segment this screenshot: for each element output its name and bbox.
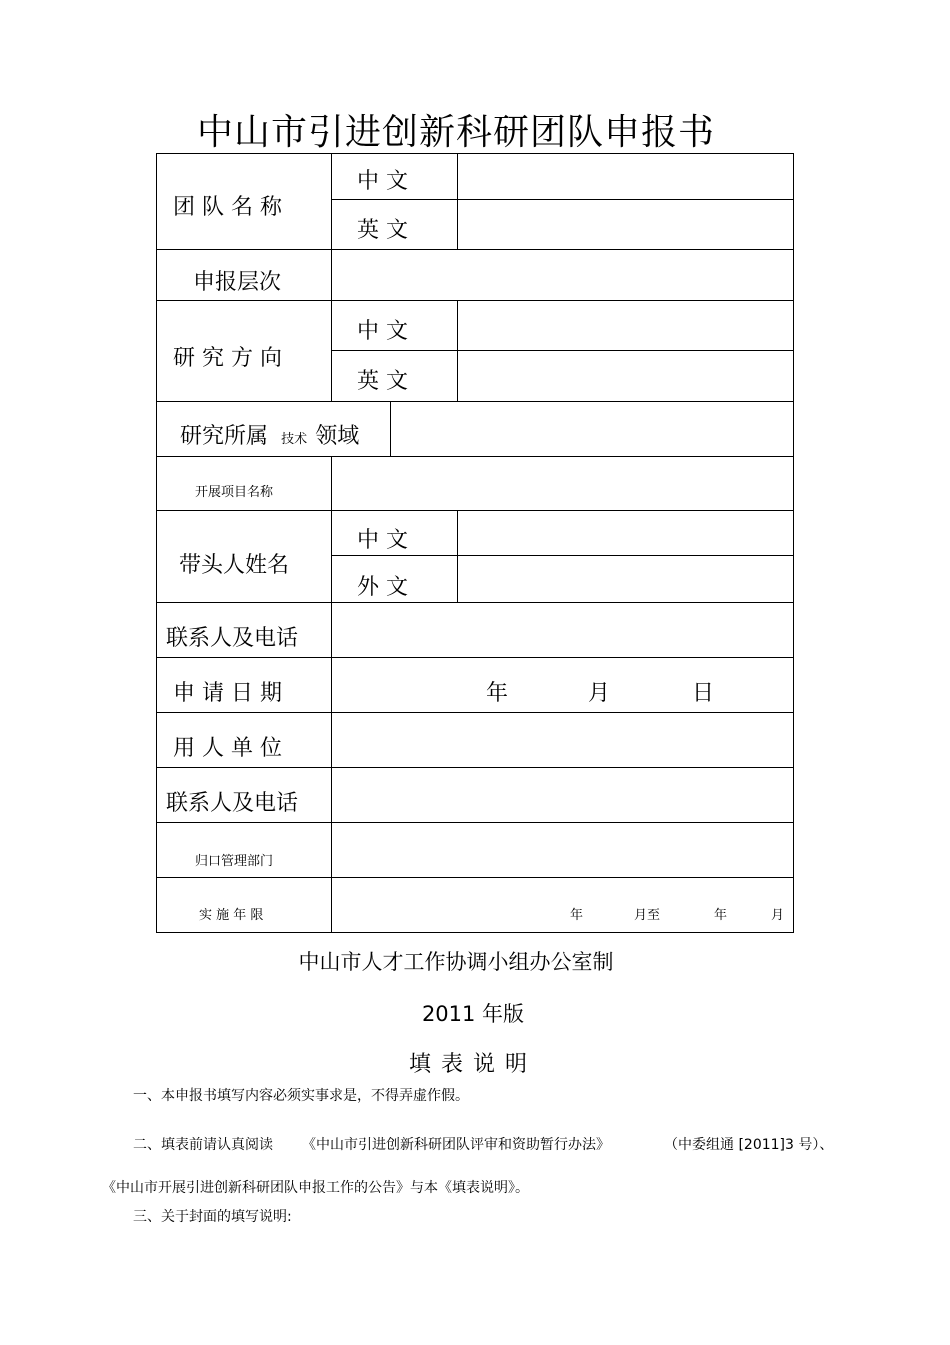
issuer-line: 中山市人才工作协调小组办公室制 <box>298 950 614 974</box>
period-start-month-to: 月至 <box>634 908 661 923</box>
instruction-item-3: 三、关于封面的填写说明: <box>133 1209 292 1225</box>
period-label: 实 施 年 限 <box>199 908 264 923</box>
application-date-label: 申 请 日 期 <box>173 681 282 706</box>
leader-name-chinese-label: 中 文 <box>357 528 408 553</box>
period-end-month: 月 <box>771 908 785 923</box>
instruction-item-2d: 《中山市开展引进创新科研团队申报工作的公告》与本《填表说明》。 <box>102 1180 529 1196</box>
employer-field[interactable] <box>332 713 793 767</box>
period-end-year: 年 <box>714 908 728 923</box>
period-start-year: 年 <box>570 908 584 923</box>
application-date-field[interactable] <box>332 658 793 712</box>
application-form-table <box>156 153 794 933</box>
instruction-item-1: 一、本申报书填写内容必须实事求是，不得弄虚作假。 <box>133 1088 469 1104</box>
team-name-chinese-field[interactable] <box>458 154 793 199</box>
research-field-label-part1: 研究所属 <box>180 424 269 449</box>
contact-phone-label: 联系人及电话 <box>166 626 299 651</box>
management-dept-field[interactable] <box>332 823 793 877</box>
research-field-field[interactable] <box>391 402 793 456</box>
leader-name-chinese-field[interactable] <box>458 511 793 555</box>
table-border-bottom <box>156 932 794 933</box>
instruction-item-2a: 二、填表前请认真阅读 <box>133 1137 273 1153</box>
edition-line: 2011 年版 <box>421 1002 525 1026</box>
research-direction-label: 研 究 方 向 <box>173 346 282 371</box>
document-title: 中山市引进创新科研团队申报书 <box>196 112 715 153</box>
research-field-label-part3: 领域 <box>315 424 360 449</box>
research-direction-english-field[interactable] <box>458 351 793 401</box>
period-field[interactable] <box>332 878 793 932</box>
declaration-level-field[interactable] <box>332 250 793 300</box>
table-border-right <box>793 153 794 933</box>
leader-name-foreign-field[interactable] <box>458 556 793 602</box>
team-name-english-field[interactable] <box>458 200 793 249</box>
leader-name-foreign-label: 外 文 <box>357 575 408 600</box>
instruction-item-2b: 《中山市引进创新科研团队评审和资助暂行办法》 <box>302 1137 610 1153</box>
instructions-heading: 填表说明 <box>408 1052 537 1077</box>
employer-label: 用 人 单 位 <box>173 736 282 761</box>
application-date-day: 日 <box>692 681 715 706</box>
management-dept-label: 归口管理部门 <box>195 854 274 869</box>
research-direction-chinese-label: 中 文 <box>357 319 408 344</box>
declaration-level-label: 申报层次 <box>193 270 282 295</box>
application-date-month: 月 <box>588 681 611 706</box>
project-name-field[interactable] <box>332 457 793 510</box>
employer-contact-phone-field[interactable] <box>332 768 793 822</box>
team-name-chinese-label: 中 文 <box>357 169 408 194</box>
leader-name-label: 带头人姓名 <box>179 553 290 578</box>
contact-phone-field[interactable] <box>332 603 793 657</box>
table-border-left <box>156 153 157 933</box>
research-direction-english-label: 英 文 <box>357 369 408 394</box>
team-name-english-label: 英 文 <box>357 218 408 243</box>
team-name-label: 团 队 名 称 <box>173 195 282 220</box>
project-name-label: 开展项目名称 <box>195 485 274 500</box>
instruction-item-2c: （中委组通 [2011]3 号）、 <box>664 1137 834 1153</box>
research-field-label <box>180 419 359 450</box>
application-date-year: 年 <box>486 681 509 706</box>
research-direction-chinese-field[interactable] <box>458 301 793 350</box>
research-field-label-part2: 技术 <box>281 432 308 447</box>
employer-contact-phone-label: 联系人及电话 <box>166 791 299 816</box>
